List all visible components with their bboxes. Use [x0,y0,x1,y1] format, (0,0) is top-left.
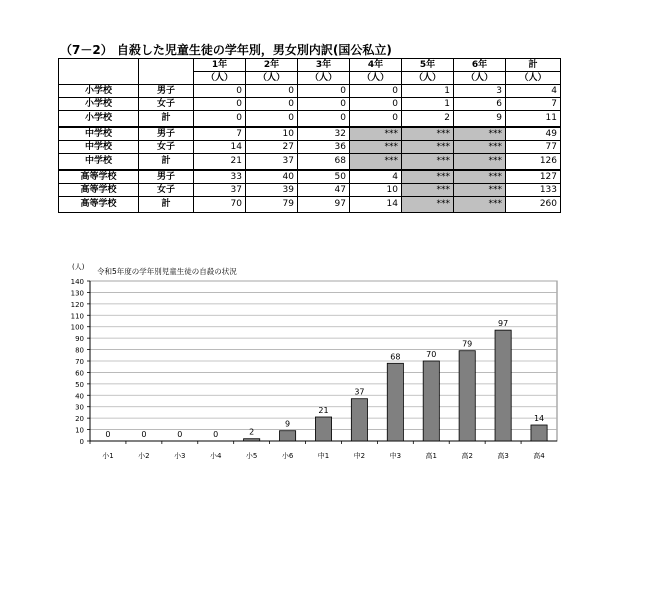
x-tick-label: 小4 [209,452,222,460]
grade-value-cell: 79 [246,197,298,213]
grade-value-cell: 7 [194,127,246,141]
grade-value-cell: 39 [246,184,298,197]
school-type-cell: 小学校 [59,111,139,128]
grade-value-cell: *** [402,141,454,154]
sex-cell: 女子 [139,141,194,154]
data-label: 70 [426,350,437,359]
grade-value-cell: 2 [402,111,454,128]
grade-value-cell: 0 [298,98,350,111]
data-label: 79 [462,339,473,349]
grade-value-cell: *** [454,184,506,197]
header-unit: （人） [402,72,454,85]
chart-title: 令和5年度の学年別児童生徒の自殺の状況 [97,267,237,276]
x-tick-label: 中3 [389,452,402,460]
y-tick-label: 70 [75,358,84,366]
sex-cell: 男子 [139,170,194,184]
bar [423,361,439,441]
y-tick-label: 30 [75,403,84,412]
grade-value-cell: *** [402,197,454,213]
school-type-cell: 小学校 [59,98,139,111]
data-label: 0 [141,430,147,439]
x-tick-label: 小5 [245,452,258,460]
x-tick-label: 高2 [461,452,473,460]
header-unit: （人） [454,72,506,85]
total-cell: 260 [506,197,561,213]
x-tick-label: 高1 [425,452,438,460]
grade-value-cell: 14 [350,197,402,213]
y-tick-label: 50 [75,380,84,389]
x-tick-label: 小2 [138,452,150,460]
grade-value-cell: *** [454,127,506,141]
x-tick-label: 高4 [533,452,545,460]
grade-value-cell: 40 [246,170,298,184]
sex-cell: 男子 [139,127,194,141]
total-cell: 127 [506,170,561,184]
grade-value-cell: 37 [194,184,246,197]
y-tick-label: 80 [75,346,84,355]
grade-value-cell: 1 [402,85,454,98]
header-grade-2: 2年 [246,59,298,72]
y-axis-label: (人) [72,263,85,271]
bar [387,363,403,441]
bar [244,439,260,441]
total-cell: 11 [506,111,561,128]
grade-value-cell: 0 [350,98,402,111]
y-tick-label: 10 [75,426,84,435]
header-grade-5: 5年 [402,59,454,72]
grade-value-cell: 68 [298,154,350,171]
sex-cell: 計 [139,154,194,171]
x-tick-label: 中2 [353,452,366,460]
grade-value-cell: *** [454,154,506,171]
grade-value-cell: 4 [350,170,402,184]
bar [315,417,331,441]
grade-value-cell: 0 [194,85,246,98]
y-tick-label: 90 [75,335,84,344]
grade-value-cell: 47 [298,184,350,197]
data-label: 37 [354,387,365,397]
total-cell: 133 [506,184,561,197]
grade-value-cell: 0 [194,98,246,111]
header-unit: （人） [246,72,298,85]
header-grade-3: 3年 [298,59,350,72]
data-label: 2 [249,427,255,437]
grade-value-cell: 0 [298,85,350,98]
y-tick-label: 40 [75,392,84,401]
y-tick-label: 100 [70,323,84,332]
grade-value-cell: 3 [454,85,506,98]
data-label: 97 [498,319,509,329]
bar [531,425,547,441]
school-type-cell: 高等学校 [59,170,139,184]
school-type-cell: 中学校 [59,154,139,171]
grade-value-cell: *** [454,170,506,184]
grade-value-cell: 0 [350,85,402,98]
y-tick-label: 0 [79,438,84,446]
data-label: 14 [533,414,545,423]
header-unit: （人） [350,72,402,85]
header-unit: （人） [506,72,561,85]
header-unit: （人） [194,72,246,85]
grade-value-cell: 32 [298,127,350,141]
grade-value-cell: *** [402,154,454,171]
y-tick-label: 60 [75,369,84,378]
grade-value-cell: 6 [454,98,506,111]
grade-value-cell: 21 [194,154,246,171]
grade-value-cell: 9 [454,111,506,128]
school-type-cell: 小学校 [59,85,139,98]
grade-value-cell: *** [402,184,454,197]
grade-value-cell: *** [402,170,454,184]
sex-cell: 計 [139,111,194,128]
header-unit: （人） [298,72,350,85]
table-title: （7－2） 自殺した児童生徒の学年別，男女別内訳(国公私立) [60,43,392,57]
grade-value-cell: *** [350,154,402,171]
bar [495,330,511,441]
header-total: 計 [506,59,561,72]
grade-value-cell: 97 [298,197,350,213]
grade-value-cell: 10 [350,184,402,197]
grade-value-cell: 14 [194,141,246,154]
grade-value-cell: *** [402,127,454,141]
grade-value-cell: *** [350,127,402,141]
grade-value-cell: 50 [298,170,350,184]
y-tick-label: 110 [70,312,84,321]
sex-cell: 男子 [139,85,194,98]
grade-value-cell: 0 [350,111,402,128]
sex-cell: 女子 [139,184,194,197]
grade-value-cell: 0 [298,111,350,128]
grade-value-cell: 0 [246,85,298,98]
header-grade-4: 4年 [350,59,402,72]
school-type-cell: 中学校 [59,141,139,154]
x-tick-label: 小1 [102,452,114,460]
y-tick-label: 140 [70,278,84,286]
data-label: 9 [285,419,291,429]
total-cell: 4 [506,85,561,98]
grade-value-cell: 1 [402,98,454,111]
grade-value-cell: 70 [194,197,246,213]
data-label: 0 [177,430,183,439]
y-tick-label: 120 [70,300,84,309]
total-cell: 7 [506,98,561,111]
total-cell: 49 [506,127,561,141]
grade-value-cell: 0 [246,111,298,128]
y-tick-label: 20 [75,415,84,424]
total-cell: 77 [506,141,561,154]
x-tick-label: 小6 [281,452,294,460]
grade-value-cell: 33 [194,170,246,184]
data-label: 0 [105,430,111,439]
header-grade-6: 6年 [454,59,506,72]
data-label: 68 [390,352,401,362]
sex-cell: 女子 [139,98,194,111]
grade-value-cell: *** [350,141,402,154]
x-tick-label: 小3 [174,452,186,460]
grade-value-cell: 37 [246,154,298,171]
data-label: 21 [318,406,329,415]
x-tick-label: 中1 [317,452,330,460]
grade-value-cell: *** [454,197,506,213]
sex-cell: 計 [139,197,194,213]
grade-value-cell: *** [454,141,506,154]
grade-value-cell: 36 [298,141,350,154]
school-type-cell: 高等学校 [59,197,139,213]
y-tick-label: 130 [70,289,84,298]
header-grade-1: 1年 [194,59,246,72]
grade-value-cell: 10 [246,127,298,141]
x-tick-label: 高3 [497,452,509,460]
bar [351,399,367,441]
school-type-cell: 中学校 [59,127,139,141]
school-type-cell: 高等学校 [59,184,139,197]
bar [279,431,295,441]
grade-value-cell: 27 [246,141,298,154]
data-label: 0 [213,430,219,439]
grade-value-cell: 0 [246,98,298,111]
grade-value-cell: 0 [194,111,246,128]
bar [459,351,475,441]
total-cell: 126 [506,154,561,171]
